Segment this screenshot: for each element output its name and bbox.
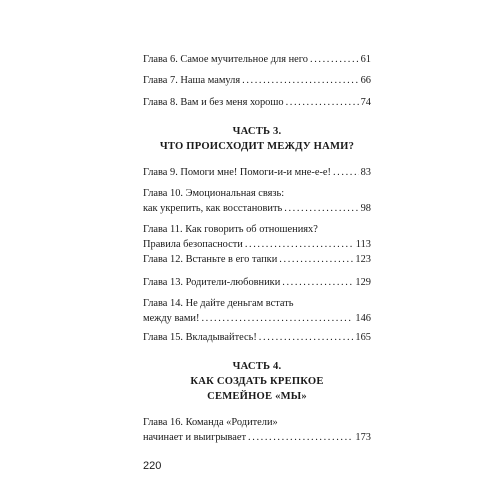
- dot-leader: [310, 53, 359, 68]
- toc-entry: [143, 187, 371, 216]
- toc-title-line: Глава 16. Команда «Родители»: [143, 417, 278, 428]
- toc-entry: [143, 166, 371, 181]
- toc-title: Глава 15. Вкладывайтесь!: [143, 332, 257, 343]
- toc-entry: [143, 297, 371, 326]
- part-title: ЧТО ПРОИСХОДИТ МЕЖДУ НАМИ?: [159, 141, 355, 152]
- dot-leader: [259, 331, 354, 346]
- dot-leader: [248, 431, 353, 446]
- page-number: 220: [143, 460, 162, 472]
- part-number: ЧАСТЬ 4.: [232, 361, 282, 372]
- toc-title: между вами!: [143, 312, 200, 324]
- toc-title-line: Глава 14. Не дайте деньгам встать: [143, 298, 294, 309]
- toc-title: Глава 12. Встаньте в его тапки: [143, 254, 278, 265]
- toc-title: Правила безопасности: [143, 238, 243, 250]
- toc-entry: [143, 74, 371, 89]
- toc-title: Глава 7. Наша мамуля: [143, 75, 241, 86]
- toc-entry: [143, 53, 371, 68]
- toc-title: Глава 6. Самое мучительное для него: [143, 54, 308, 65]
- toc-title: Глава 13. Родители-любовники: [143, 277, 281, 288]
- toc-page-number: 113: [355, 238, 371, 250]
- toc-title: Глава 8. Вам и без меня хорошо: [143, 97, 284, 108]
- dot-leader: [245, 238, 354, 253]
- toc-entry: [143, 331, 371, 346]
- toc-title: Глава 9. Помоги мне! Помоги-и-и мне-е-е!: [143, 167, 331, 178]
- toc-page-number: 61: [360, 54, 371, 65]
- toc-title: начинает и выигрывает: [143, 431, 247, 443]
- dot-leader: [286, 96, 359, 111]
- toc-page-number: 83: [360, 167, 371, 178]
- toc-page-number: 173: [355, 431, 371, 443]
- part-number: ЧАСТЬ 3.: [232, 126, 282, 137]
- toc-page-number: 98: [360, 202, 371, 214]
- toc-entry: [143, 416, 371, 445]
- toc-entry: [143, 223, 371, 252]
- toc-page-number: 165: [355, 332, 371, 343]
- toc-page-number: 146: [355, 312, 371, 324]
- toc-title: как укрепить, как восстановить: [143, 202, 283, 214]
- toc-entry: [143, 96, 371, 111]
- toc-page-number: 74: [360, 97, 371, 108]
- toc-entry: [143, 276, 371, 291]
- part-heading: [143, 359, 371, 404]
- dot-leader: [279, 253, 353, 268]
- toc-entry: [143, 253, 371, 268]
- part-title: КАК СОЗДАТЬ КРЕПКОЕ: [190, 376, 324, 387]
- dot-leader: [333, 166, 359, 181]
- part-heading: [143, 124, 371, 154]
- toc-page-number: 66: [360, 75, 371, 86]
- dot-leader: [282, 276, 353, 291]
- toc-title-line: Глава 10. Эмоциональная связь:: [143, 188, 285, 199]
- dot-leader: [242, 74, 358, 89]
- dot-leader: [201, 312, 353, 327]
- toc-page-number: 129: [355, 277, 371, 288]
- toc-page-number: 123: [355, 254, 371, 265]
- dot-leader: [284, 202, 358, 217]
- toc-title-line: Глава 11. Как говорить об отношениях?: [143, 224, 318, 235]
- part-title: СЕМЕЙНОЕ «МЫ»: [207, 391, 307, 402]
